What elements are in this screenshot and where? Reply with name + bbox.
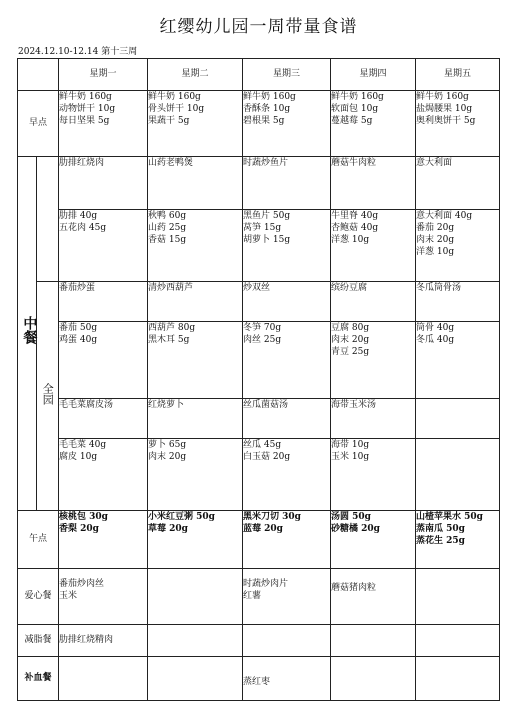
cell-line: 洋葱 10g	[416, 247, 455, 258]
ingredient-cell	[148, 439, 243, 511]
lunch-ing-row-2	[18, 322, 500, 399]
diet-meal-label: 减脂餐	[18, 625, 59, 657]
cell-line: 肉末 20g	[148, 452, 187, 463]
cell-line: 冬笋 70g	[243, 323, 282, 333]
blood-meal-cell	[416, 657, 500, 701]
dish-name: 意大利面	[416, 157, 500, 210]
lunch-dish-row-1	[18, 157, 500, 210]
ingredient-cell	[59, 210, 148, 282]
cell-line: 筒骨 40g	[416, 323, 455, 333]
cell-line: 玉米	[59, 591, 78, 602]
header-row	[18, 59, 500, 91]
cell-line: 肉末 20g	[416, 235, 455, 246]
ingredient-cell	[331, 210, 416, 282]
day-header: 星期二	[148, 59, 243, 91]
dish-name: 冬瓜筒骨汤	[416, 282, 500, 322]
cell-line: 盐焗腰果 10g	[416, 104, 473, 115]
cell-line: 蔓越莓 5g	[331, 116, 373, 127]
page-title: 红缨幼儿园一周带量食谱	[159, 17, 358, 37]
cell-line: 蘑菇猪肉粒	[331, 583, 377, 593]
breakfast-cell	[148, 91, 243, 157]
lunch-label-text: 中餐	[21, 315, 38, 344]
cell-line: 软面包 10g	[331, 104, 379, 115]
cell-line: 鲜牛奶 160g	[148, 92, 201, 102]
snack-cell	[148, 511, 243, 569]
dish-name: 毛毛菜腐皮汤	[59, 399, 148, 439]
ingredient-cell	[243, 322, 331, 399]
dish-name	[416, 399, 500, 439]
love-meal-row	[18, 569, 500, 625]
cell-line: 番茄 50g	[59, 323, 98, 333]
cell-line: 番茄炒肉丝	[59, 579, 105, 589]
cell-line: 骨头饼干 10g	[148, 104, 205, 115]
cell-line: 莴笋 15g	[243, 223, 282, 234]
cell-line: 意大利面 40g	[416, 211, 473, 221]
lunch-sub-blank	[37, 157, 59, 282]
cell-line: 蒸南瓜 50g	[416, 524, 465, 535]
dish-name: 时蔬炒鱼片	[243, 157, 331, 210]
blood-meal-label: 补血餐	[18, 657, 59, 701]
cell-line: 黑木耳 5g	[148, 335, 190, 346]
cell-line: 杏鲍菇 40g	[331, 223, 379, 234]
cell-line: 黑鱼片 50g	[243, 211, 291, 221]
cell-line: 萝卜 65g	[148, 440, 187, 450]
cell-line: 肋排 40g	[59, 211, 98, 221]
cell-line: 山药 25g	[148, 223, 187, 234]
cell-line: 肉丝 25g	[243, 335, 282, 346]
love-meal-cell	[331, 569, 416, 625]
dish-name: 清炒西葫芦	[148, 282, 243, 322]
cell-line: 洋葱 10g	[331, 235, 370, 246]
snack-label: 午点	[18, 511, 59, 569]
cell-line: 红薯	[243, 591, 262, 602]
all-school-label-text: 全园	[41, 382, 55, 405]
cell-line: 牛里脊 40g	[331, 211, 379, 221]
dish-name: 红烧萝卜	[148, 399, 243, 439]
date-range: 2024.12.10-12.14 第十三周	[18, 47, 138, 57]
cell-line: 碧根果 5g	[243, 116, 285, 127]
cell-line: 冬瓜 40g	[416, 335, 455, 346]
day-header: 星期四	[331, 59, 416, 91]
ingredient-cell	[416, 439, 500, 511]
cell-line: 砂糖橘 20g	[331, 524, 380, 535]
cell-line: 鲜牛奶 160g	[243, 92, 296, 102]
cell-line: 鲜牛奶 160g	[416, 92, 469, 102]
cell-line: 毛毛菜 40g	[59, 440, 107, 450]
lunch-ing-row-3	[18, 439, 500, 511]
ingredient-cell	[59, 322, 148, 399]
cell-line: 玉米 10g	[331, 452, 370, 463]
dish-name: 炒双丝	[243, 282, 331, 322]
ingredient-cell	[243, 210, 331, 282]
cell-line: 蓝莓 20g	[243, 524, 283, 535]
snack-cell	[416, 511, 500, 569]
cell-line: 豆腐 80g	[331, 323, 370, 333]
lunch-dish-row-3	[18, 399, 500, 439]
cell-line: 香梨 20g	[59, 524, 99, 535]
cell-line: 蒸花生 25g	[416, 536, 465, 547]
dish-name: 丝瓜菌菇汤	[243, 399, 331, 439]
cell-line: 肋排红烧精肉	[59, 635, 114, 645]
dish-name: 肋排红烧肉	[59, 157, 148, 210]
dish-name: 缤纷豆腐	[331, 282, 416, 322]
cell-line: 腐皮 10g	[59, 452, 98, 463]
ingredient-cell	[331, 439, 416, 511]
cell-line: 海带 10g	[331, 440, 370, 450]
snack-cell	[331, 511, 416, 569]
ingredient-cell	[59, 439, 148, 511]
cell-line: 果蔬干 5g	[148, 116, 190, 127]
lunch-label	[18, 157, 37, 511]
dish-name: 蘑菇牛肉粒	[331, 157, 416, 210]
cell-line: 西葫芦 80g	[148, 323, 196, 333]
ingredient-cell	[148, 210, 243, 282]
diet-meal-cell	[331, 625, 416, 657]
cell-line: 香菇 15g	[148, 235, 187, 246]
ingredient-cell	[148, 322, 243, 399]
day-header: 星期一	[59, 59, 148, 91]
love-meal-cell	[416, 569, 500, 625]
breakfast-label: 早点	[18, 91, 59, 157]
snack-cell	[243, 511, 331, 569]
love-meal-label: 爱心餐	[18, 569, 59, 625]
dish-name: 番茄炒蛋	[59, 282, 148, 322]
cell-line: 黑米刀切 30g	[243, 512, 301, 522]
cell-line: 蒸红枣	[243, 677, 271, 687]
ingredient-cell	[243, 439, 331, 511]
breakfast-cell	[416, 91, 500, 157]
cell-line: 时蔬炒肉片	[243, 579, 289, 589]
cell-line: 五花肉 45g	[59, 223, 107, 234]
diet-meal-cell	[416, 625, 500, 657]
blood-meal-cell	[243, 657, 331, 701]
breakfast-row	[18, 91, 500, 157]
ingredient-cell	[416, 210, 500, 282]
cell-line: 每日坚果 5g	[59, 116, 110, 127]
diet-meal-cell	[243, 625, 331, 657]
menu-table	[17, 58, 500, 701]
cell-line: 山楂苹果水 50g	[416, 512, 483, 522]
cell-line: 秋鸭 60g	[148, 211, 187, 221]
ingredient-cell	[331, 322, 416, 399]
cell-line: 草莓 20g	[148, 524, 188, 535]
cell-line: 汤圆 50g	[331, 512, 371, 522]
love-meal-cell	[243, 569, 331, 625]
cell-line: 香酥条 10g	[243, 104, 291, 115]
diet-meal-row	[18, 625, 500, 657]
love-meal-cell	[148, 569, 243, 625]
blood-meal-cell	[148, 657, 243, 701]
breakfast-cell	[59, 91, 148, 157]
breakfast-cell	[243, 91, 331, 157]
cell-line: 动物饼干 10g	[59, 104, 116, 115]
cell-line: 奥利奥饼干 5g	[416, 116, 476, 127]
cell-line: 鸡蛋 40g	[59, 335, 98, 346]
cell-line: 丝瓜 45g	[243, 440, 282, 450]
blood-meal-cell	[59, 657, 148, 701]
diet-meal-cell	[59, 625, 148, 657]
cell-line: 青豆 25g	[331, 347, 370, 358]
love-meal-cell	[59, 569, 148, 625]
ingredient-cell	[416, 322, 500, 399]
blood-meal-row	[18, 657, 500, 701]
day-header: 星期三	[243, 59, 331, 91]
breakfast-cell	[331, 91, 416, 157]
cell-line: 鲜牛奶 160g	[331, 92, 384, 102]
dish-name: 山药老鸭煲	[148, 157, 243, 210]
lunch-ing-row-1	[18, 210, 500, 282]
cell-line: 番茄 20g	[416, 223, 455, 234]
day-header: 星期五	[416, 59, 500, 91]
diet-meal-cell	[148, 625, 243, 657]
dish-name: 海带玉米汤	[331, 399, 416, 439]
cell-line: 肉末 20g	[331, 335, 370, 346]
cell-line: 鲜牛奶 160g	[59, 92, 112, 102]
cell-line: 小米红豆粥 50g	[148, 512, 215, 522]
blood-meal-cell	[331, 657, 416, 701]
snack-row	[18, 511, 500, 569]
cell-line: 胡萝卜 15g	[243, 235, 291, 246]
header-corner	[18, 59, 59, 91]
snack-cell	[59, 511, 148, 569]
cell-line: 核桃包 30g	[59, 512, 108, 522]
lunch-dish-row-2	[18, 282, 500, 322]
cell-line: 白玉菇 20g	[243, 452, 291, 463]
